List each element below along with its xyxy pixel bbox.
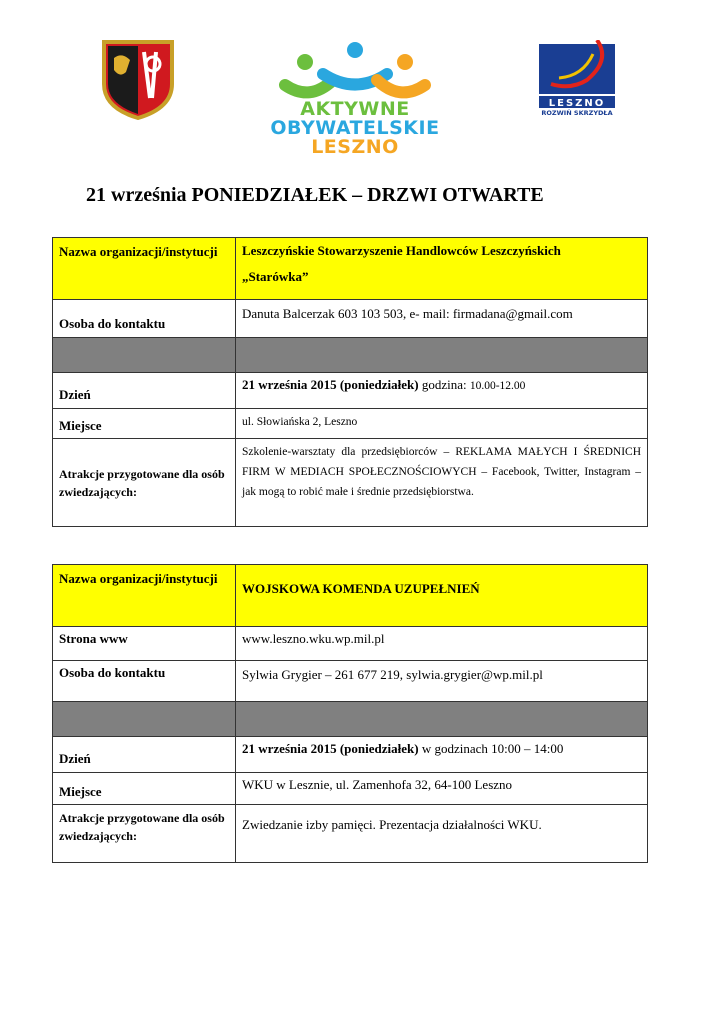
attr-label: Atrakcje przygotowane dla osób zwiedzających: xyxy=(59,811,225,843)
table-row xyxy=(53,300,648,338)
table-row xyxy=(53,439,648,527)
www-value: www.leszno.wku.wp.mil.pl xyxy=(242,631,385,646)
place-value: ul. Słowiańska 2, Leszno xyxy=(242,416,358,428)
org-table-1 xyxy=(52,237,648,527)
leszno-logo xyxy=(537,40,617,116)
attr-label-cell xyxy=(53,439,236,527)
table-row xyxy=(53,805,648,863)
day-rest: w godzinach 10:00 – 14:00 xyxy=(418,741,564,756)
www-value-cell xyxy=(236,627,648,661)
www-label-cell xyxy=(53,627,236,661)
place-label-cell xyxy=(53,773,236,805)
table-row xyxy=(53,627,648,661)
separator-cell xyxy=(53,338,236,373)
leszno-logo-tagline: ROZWIŃ SKRZYDŁA xyxy=(541,109,613,116)
contact-value-cell xyxy=(236,300,648,338)
table-row xyxy=(53,409,648,439)
table-row xyxy=(53,565,648,627)
logo-line-3: LESZNO xyxy=(311,136,399,158)
place-label: Miejsce xyxy=(59,784,102,799)
day-value-cell xyxy=(236,373,648,409)
attr-label: Atrakcje przygotowane dla osób zwiedzających: xyxy=(59,466,225,499)
day-hours: 10.00-12.00 xyxy=(469,380,526,392)
coat-of-arms-logo xyxy=(98,38,178,120)
place-label-cell xyxy=(53,409,236,439)
table-row xyxy=(53,773,648,805)
table-row xyxy=(53,238,648,300)
org-name: WOJSKOWA KOMENDA UZUPEŁNIEŃ xyxy=(242,580,480,596)
name-label: Nazwa organizacji/instytucji xyxy=(59,244,218,259)
header xyxy=(0,0,724,175)
contact-value: Danuta Balcerzak 603 103 503, e- mail: firmadana@gmail.com xyxy=(242,306,573,321)
table-row xyxy=(53,702,648,737)
day-label-cell xyxy=(53,373,236,409)
place-value: WKU w Lesznie, ul. Zamenhofa 32, 64-100 Leszno xyxy=(242,777,513,792)
contact-value: Sylwia Grygier – 261 677 219, sylwia.grygier@wp.mil.pl xyxy=(242,667,543,682)
separator-cell xyxy=(236,702,648,737)
name-label: Nazwa organizacji/instytucji xyxy=(59,571,218,586)
separator-cell xyxy=(236,338,648,373)
page-title: 21 września PONIEDZIAŁEK – DRZWI OTWARTE xyxy=(86,184,544,206)
contact-label: Osoba do kontaktu xyxy=(59,316,166,331)
place-value-cell xyxy=(236,409,648,439)
attr-value: Szkolenie-warsztaty dla przedsiębiorców – REKLAMA MAŁYCH I ŚREDNICH FIRM W MEDIACH SPOŁECZNOŚCIOWYCH – Facebook, Twitter, Instagram – jak mogą to robić małe i średnie przedsiębiorstwa. xyxy=(242,446,641,498)
org-name-line-1: Leszczyńskie Stowarzyszenie Handlowców Leszczyńskich xyxy=(242,243,561,258)
name-label-cell xyxy=(53,238,236,300)
day-date: 21 września 2015 (poniedziałek) xyxy=(242,741,419,756)
separator-cell xyxy=(53,702,236,737)
attr-value-cell xyxy=(236,439,648,527)
contact-value-cell xyxy=(236,661,648,702)
table-row xyxy=(53,373,648,409)
day-label-cell xyxy=(53,737,236,773)
day-value-cell xyxy=(236,737,648,773)
contact-label-cell xyxy=(53,300,236,338)
name-value-cell xyxy=(236,565,648,627)
table-row xyxy=(53,737,648,773)
place-value-cell xyxy=(236,773,648,805)
name-label-cell xyxy=(53,565,236,627)
table-row xyxy=(53,661,648,702)
contact-label: Osoba do kontaktu xyxy=(59,665,166,680)
name-value-cell xyxy=(236,238,648,300)
org-table-2 xyxy=(52,564,648,863)
leszno-logo-name: LESZNO xyxy=(548,98,606,109)
day-label: Dzień xyxy=(59,387,91,402)
aktywne-obywatelskie-text xyxy=(255,100,455,157)
logo-line-2: OBYWATELSKIE xyxy=(270,117,440,139)
attr-label-cell xyxy=(53,805,236,863)
day-date: 21 września 2015 (poniedziałek) xyxy=(242,377,419,392)
day-rest: godzina: xyxy=(418,377,470,392)
logo-line-1: AKTYWNE xyxy=(300,98,410,120)
org-name-line-2: „Starówka” xyxy=(242,269,309,284)
contact-label-cell xyxy=(53,661,236,702)
attr-value-cell xyxy=(236,805,648,863)
day-label: Dzień xyxy=(59,751,91,766)
www-label: Strona www xyxy=(59,631,128,646)
attr-value: Zwiedzanie izby pamięci. Prezentacja działalności WKU. xyxy=(242,817,542,832)
table-row xyxy=(53,338,648,373)
place-label: Miejsce xyxy=(59,418,102,433)
